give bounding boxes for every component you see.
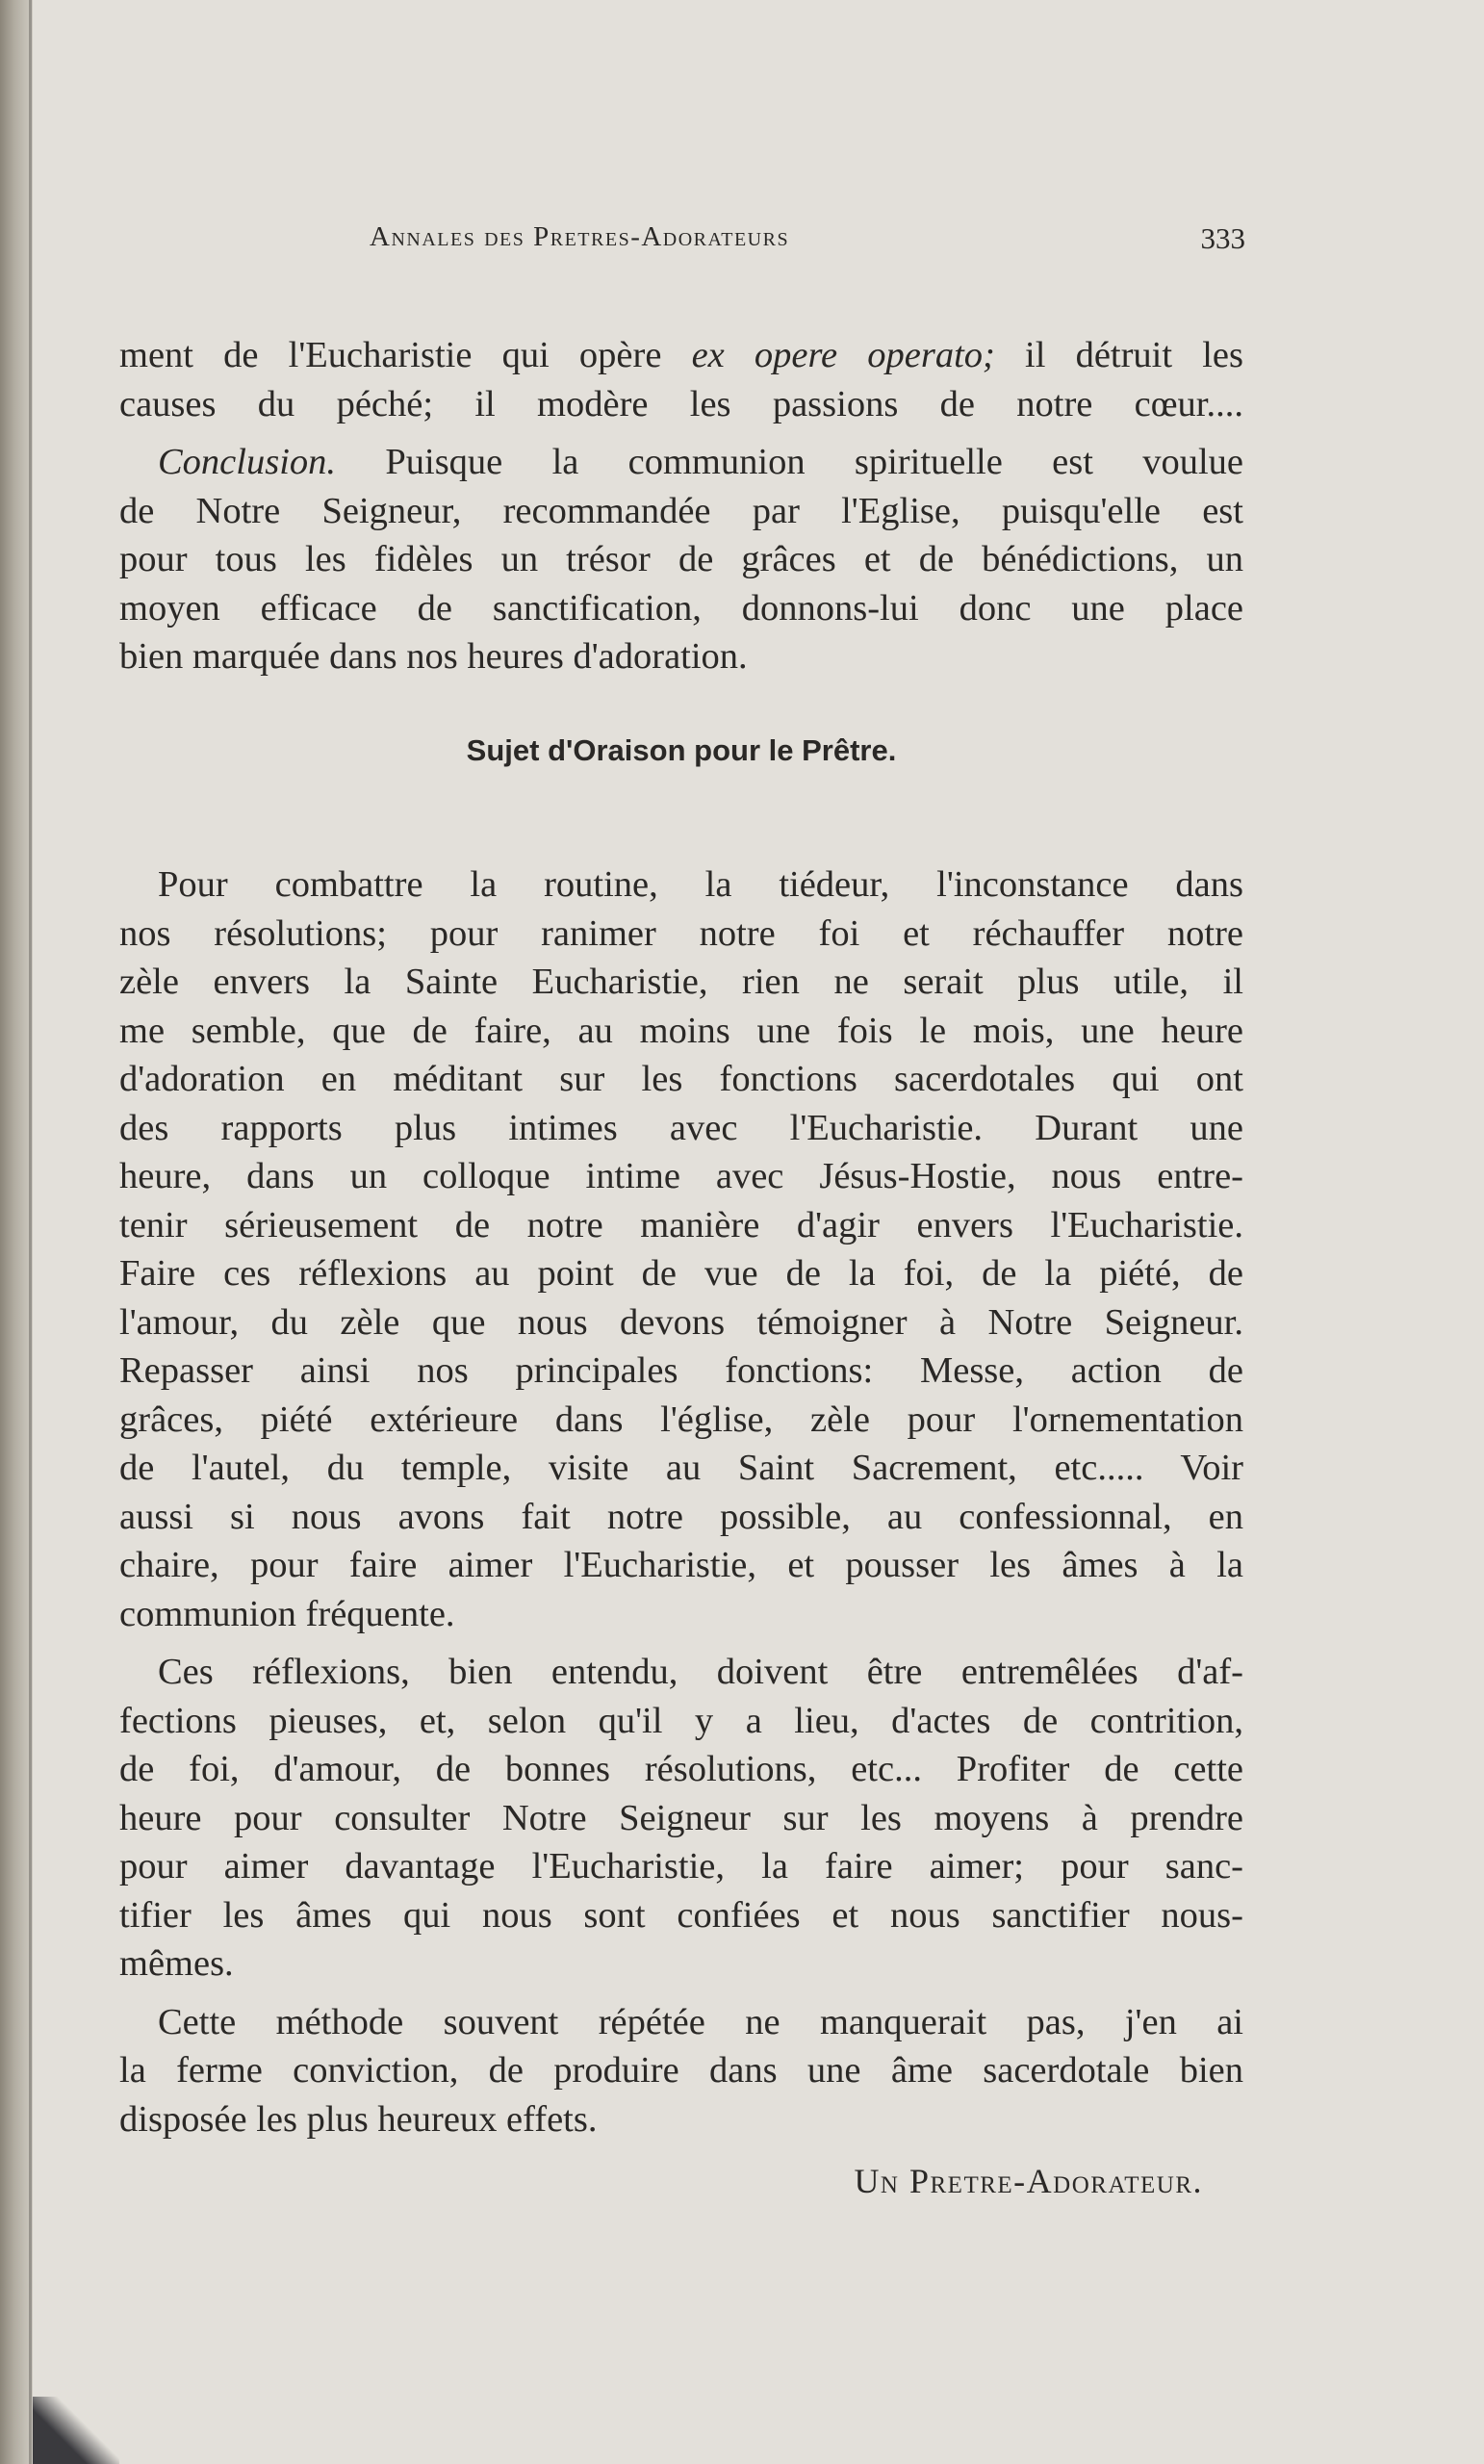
paragraph-3-line: Repasser ainsi nos principales fonctions: Messe, action de [119,1350,1243,1391]
p2-line-1-rest: Puisque la communion spirituelle est voulue [336,442,1243,482]
p1-text-start: ment de l'Eucharistie qui opère [119,335,692,375]
paragraph-4-line: pour aimer davantage l'Eucharistie, la faire aimer; pour sanc- [119,1846,1243,1886]
running-header [370,221,1245,270]
author-signature: Un Pretre-Adorateur. [854,2162,1203,2200]
paragraph-3-line: chaire, pour faire aimer l'Eucharistie, et pousser les âmes à la [119,1545,1243,1585]
book-gutter [0,0,33,2464]
section-heading: Sujet d'Oraison pour le Prêtre. [466,733,897,767]
paragraph-3-line: me semble, que de faire, au moins une fois le mois, une heure [119,1010,1243,1051]
paragraph-3-line: communion fréquente. [119,1593,455,1634]
paragraph-gap [119,1989,1243,1998]
paragraph-3-line: des rapports plus intimes avec l'Eucharistie. Durant une [119,1107,1243,1148]
paragraph-5-line: la ferme conviction, de produire dans une âme sacerdotale bien [119,2050,1243,2091]
paragraph-3-line: zèle envers la Sainte Eucharistie, rien ne serait plus utile, il [119,962,1243,1002]
paragraph-3-line: tenir sérieusement de notre manière d'agir envers l'Eucharistie. [119,1204,1243,1245]
paragraph-3-line: nos résolutions; pour ranimer notre foi et réchauffer notre [119,912,1243,954]
running-title: Annales des Pretres-Adorateurs [370,221,790,252]
paragraph-5-line: Cette méthode souvent répétée ne manquerait pas, j'en ai [158,2001,1243,2042]
paragraph-4-line: de foi, d'amour, de bonnes résolutions, etc... Profiter de cette [119,1749,1243,1789]
paragraph-2-line-2: de Notre Seigneur, recommandée par l'Eglise, puisqu'elle est [119,490,1243,531]
paragraph-3-line: heure, dans un colloque intime avec Jésus-Hostie, nous entre- [119,1156,1243,1196]
paragraph-3-line: grâces, piété extérieure dans l'église, zèle pour l'ornementation [119,1399,1243,1440]
paragraph-1-line-2: causes du péché; il modère les passions de notre cœur.... [119,383,1243,424]
page-number: 333 [1200,221,1245,255]
paragraph-2-line-4: moyen efficace de sanctification, donnons-lui donc une place [119,587,1243,629]
paragraph-4-line: heure pour consulter Notre Seigneur sur les moyens à prendre [119,1797,1243,1838]
paragraph-4-line: fections pieuses, et, selon qu'il y a lieu, d'actes de contrition, [119,1700,1243,1741]
paragraph-2-line-3: pour tous les fidèles un trésor de grâces et de bénédictions, un [119,539,1243,579]
paragraph-3-line: Faire ces réflexions au point de vue de la foi, de la piété, de [119,1253,1243,1294]
paragraph-4-line: mêmes. [119,1943,234,1984]
paragraph-3-line: de l'autel, du temple, visite au Saint Sacrement, etc..... Voir [119,1448,1243,1488]
text-block-main [119,860,1243,2143]
paragraph-4-line: tifier les âmes qui nous sont confiées et nous sanctifier nous- [119,1894,1243,1936]
p1-latin-phrase: ex opere operato; [691,335,995,375]
paragraph-2-line-1 [119,438,1243,487]
paragraph-4-line: Ces réflexions, bien entendu, doivent être entremêlées d'af- [158,1652,1243,1692]
paragraph-3-line: d'adoration en méditant sur les fonctions sacerdotales qui ont [119,1059,1243,1099]
paragraph-1-line-1 [119,331,1243,380]
p1-text-end: il détruit les [994,335,1243,375]
paragraph-gap [119,428,1243,438]
binding-edge [29,0,32,2464]
paragraph-3-line: Pour combattre la routine, la tiédeur, l'inconstance dans [158,864,1243,905]
page-corner-shadow [33,2397,119,2464]
paragraph-2-line-5: bien marquée dans nos heures d'adoration. [119,636,748,677]
text-block-top [119,331,1243,681]
paragraph-3-line: l'amour, du zèle que nous devons témoigner à Notre Seigneur. [119,1301,1243,1343]
paragraph-3-line: aussi si nous avons fait notre possible, au confessionnal, en [119,1496,1243,1537]
paragraph-gap [119,1638,1243,1648]
conclusion-label: Conclusion. [158,442,337,482]
paragraph-5-line: disposée les plus heureux effets. [119,2098,598,2140]
